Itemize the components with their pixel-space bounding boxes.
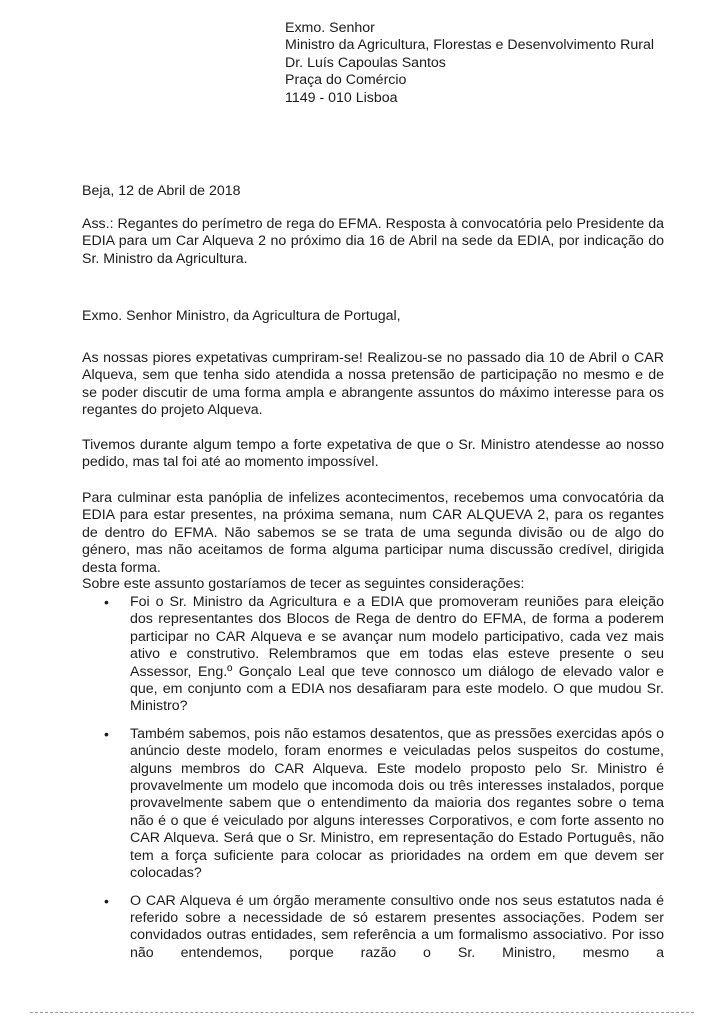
letter-date: Beja, 12 de Abril de 2018 — [82, 183, 241, 199]
paragraph-3: Para culminar esta panóplia de infelizes acontecimentos, recebemos uma convocatória da EDIA para estar presentes, na próxima semana, num CAR ALQUEVA 2, para os regantes de dentro do EFMA. Não sabemos se se trata de uma segunda divisão ou de algo do género, mas não aceitamos de forma alguma participar numa discussão credível, dirigida desta forma. — [82, 490, 664, 576]
list-item-text: Também sabemos, pois não estamos desatentos, que as pressões exercidas após o anúncio deste modelo, foram enormes e veiculadas pelos suspeitos do costume, alguns membros do CAR Alqueva. Este modelo proposto pelo Sr. Ministro é provavelmente um modelo que incomoda dois ou três interesses instalados, porque provavelmente sabem que o entendimento da maioria dos regantes sobre o tema não é o que é veiculado por alguns interesses Corporativos, e com forte assento no CAR Alqueva. Será que o Sr. Ministro, em representação do Estado Português, não tem a força suficiente para colocar as prioridades na ordem em que devem ser colocadas? — [130, 725, 664, 882]
list-item — [82, 893, 664, 963]
letter-greeting: Exmo. Senhor Ministro, da Agricultura de Portugal, — [82, 308, 401, 324]
list-item — [82, 726, 664, 883]
letter-subject: Ass.: Regantes do perímetro de rega do EFMA. Resposta à convocatória pelo Presidente da EDIA para um Car Alqueva 2 no próximo dia 16 de Abril na sede da EDIA, por indicação do Sr. Ministro da Agricultura. — [82, 216, 665, 267]
address-line-street: Praça do Comércio — [285, 72, 407, 89]
address-line-name: Dr. Luís Capoulas Santos — [285, 54, 446, 71]
paragraph-1: As nossas piores expetativas cumpriram-se! Realizou-se no passado dia 10 de Abril o CAR Alqueva, sem que tenha sido atendida a nossa pretensão de participação no mesmo e de se poder discutir de uma forma ampla e abrangente assuntos do máximo interesse para os regantes do projeto Alqueva. — [82, 350, 664, 419]
considerations-list — [82, 594, 664, 972]
bullet-icon: • — [104, 892, 109, 909]
address-line-salutation: Exmo. Senhor — [285, 20, 375, 36]
paragraph-2: Tivemos durante algum tempo a forte expetativa de que o Sr. Ministro atendesse ao nosso pedido, mas tal foi até ao momento impossível. — [82, 437, 664, 471]
page-bottom-rule — [30, 1012, 694, 1013]
list-item — [82, 594, 664, 716]
list-item-text: O CAR Alqueva é um órgão meramente consultivo onde nos seus estatutos nada é referido sobre a necessidade de só estarem presentes associações. Podem ser convidados outras entidades, sem referência a um formalismo associativo. Por isso não entendemos, porque razão o Sr. Ministro, mesmo a — [130, 892, 664, 961]
list-item-text: Foi o Sr. Ministro da Agricultura e a EDIA que promoveram reuniões para eleição dos representantes dos Blocos de Rega de dentro do EFMA, de forma a poderem participar no CAR Alqueva e se avançar num modelo participativo, cada vez mais ativo e construtivo. Relembramos que em todas elas esteve presente o seu Assessor, Eng.º Gonçalo Leal que teve connosco um diálogo de elevado valor e que, em conjunto com a EDIA nos desafiaram para este modelo. O que mudou Sr. Ministro? — [130, 594, 664, 715]
address-line-postal: 1149 - 010 Lisboa — [285, 89, 398, 106]
address-line-title: Ministro da Agricultura, Florestas e Desenvolvimento Rural — [285, 37, 655, 54]
bullet-icon: • — [104, 725, 109, 742]
paragraph-4: Sobre este assunto gostaríamos de tecer as seguintes considerações: — [82, 576, 525, 592]
bullet-icon: • — [104, 594, 109, 610]
recipient-address — [285, 20, 705, 107]
